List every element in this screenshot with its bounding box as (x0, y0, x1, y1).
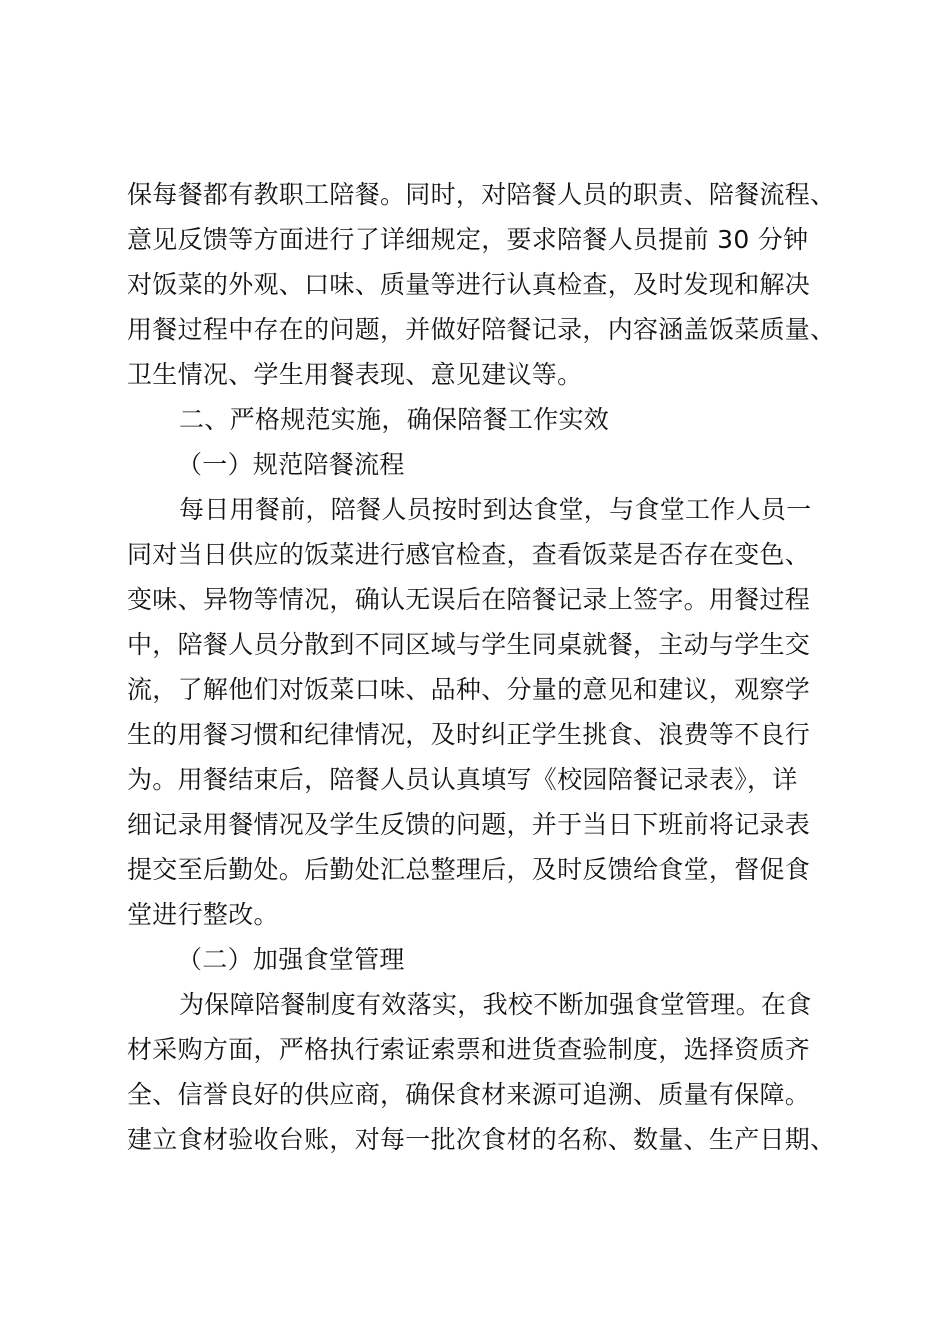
text-line: 同对当日供应的饭菜进行感官检查，查看饭菜是否存在变色、 (127, 540, 811, 569)
text-line: 意见反馈等方面进行了详细规定，要求陪餐人员提前 30 分钟 (127, 225, 809, 254)
text-line: 堂进行整改。 (127, 900, 279, 929)
text-line: 变味、异物等情况，确认无误后在陪餐记录上签字。用餐过程 (127, 585, 811, 614)
document-text (127, 172, 837, 1162)
text-line: 全、信誉良好的供应商，确保食材来源可追溯、质量有保障。 (127, 1080, 811, 1109)
text-line: 为。用餐结束后，陪餐人员认真填写《校园陪餐记录表》，详 (127, 765, 798, 794)
text-line: 建立食材验收台账，对每一批次食材的名称、数量、生产日期、 (127, 1125, 836, 1154)
text-line: 中，陪餐人员分散到不同区域与学生同桌就餐，主动与学生交 (127, 630, 811, 659)
section-heading: 二、严格规范实施，确保陪餐工作实效 (179, 405, 610, 434)
subsection-heading: （二）加强食堂管理 (177, 945, 405, 974)
paragraph-first-line: 每日用餐前，陪餐人员按时到达食堂，与食堂工作人员一 (179, 495, 812, 524)
text-line: 保每餐都有教职工陪餐。同时，对陪餐人员的职责、陪餐流程、 (127, 180, 836, 209)
text-line: 生的用餐习惯和纪律情况，及时纠正学生挑食、浪费等不良行 (127, 720, 811, 749)
paragraph-first-line: 为保障陪餐制度有效落实，我校不断加强食堂管理。在食 (179, 990, 812, 1019)
text-line: 对饭菜的外观、口味、质量等进行认真检查，及时发现和解决 (127, 270, 811, 299)
text-line: 流，了解他们对饭菜口味、品种、分量的意见和建议，观察学 (127, 675, 811, 704)
text-line: 提交至后勤处。后勤处汇总整理后，及时反馈给食堂，督促食 (127, 855, 811, 884)
text-line: 卫生情况、学生用餐表现、意见建议等。 (127, 360, 583, 389)
text-line: 细记录用餐情况及学生反馈的问题，并于当日下班前将记录表 (127, 810, 811, 839)
subsection-heading: （一）规范陪餐流程 (177, 450, 405, 479)
text-line: 用餐过程中存在的问题，并做好陪餐记录，内容涵盖饭菜质量、 (127, 315, 836, 344)
text-line: 材采购方面，严格执行索证索票和进货查验制度，选择资质齐 (127, 1035, 811, 1064)
